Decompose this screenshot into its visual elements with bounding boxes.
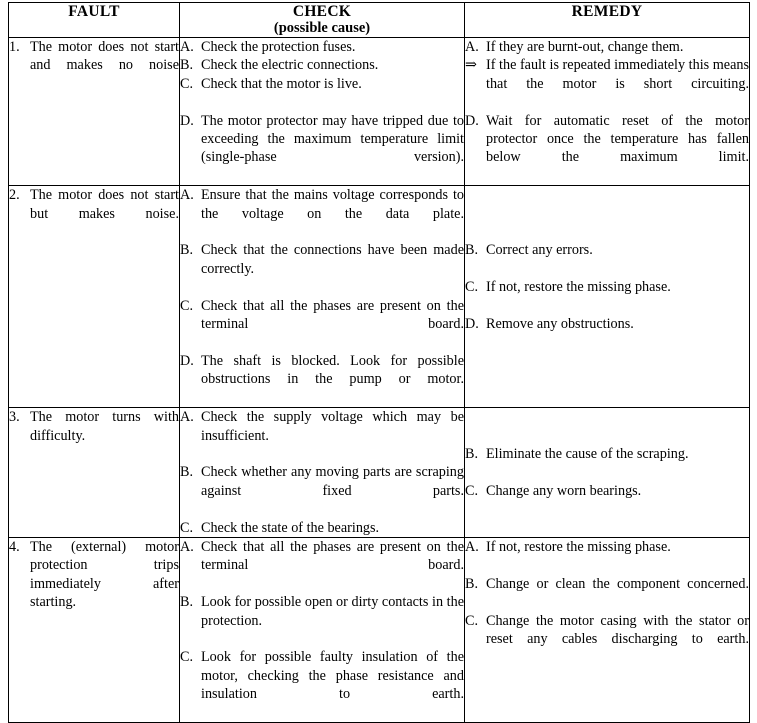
fault-marker: 3.: [9, 409, 20, 426]
remedy-marker: A.: [465, 39, 479, 55]
check-item: [180, 186, 464, 241]
fault-cell: [9, 38, 180, 186]
check-item: [180, 297, 464, 352]
remedy-marker: B.: [465, 575, 479, 592]
check-marker: C.: [180, 75, 194, 92]
remedy-item: [465, 56, 749, 111]
remedy-text: If they are burnt-out, change them.: [486, 39, 684, 55]
remedy-marker: C.: [465, 612, 479, 629]
check-marker: B.: [180, 594, 194, 611]
check-item: [180, 352, 464, 407]
remedy-spacer: [465, 260, 749, 278]
check-text: Check that all the phases are present on the terminal board.: [201, 538, 464, 574]
check-item: [180, 538, 464, 593]
remedy-item: [465, 315, 749, 333]
check-marker: B.: [180, 242, 194, 259]
remedy-item: [465, 241, 749, 259]
remedy-item: [465, 482, 749, 500]
check-text: The shaft is blocked. Look for possible obstructions in the pump or motor.: [201, 352, 464, 388]
check-marker: D.: [180, 352, 194, 369]
check-marker: C.: [180, 297, 194, 314]
remedy-item: [465, 538, 749, 556]
remedy-text: If the fault is repeated immediately this means that the motor is short circuiting.: [486, 57, 749, 92]
remedy-item: [465, 445, 749, 463]
check-cell: [180, 38, 465, 186]
fault-item: [9, 408, 179, 463]
fault-text: The motor does not start but makes noise.: [30, 187, 179, 222]
remedy-marker: D.: [465, 112, 479, 129]
check-text: The motor protector may have tripped due to exceeding the maximum temperature limit (single-phase version).: [201, 112, 464, 166]
check-cell: [180, 408, 465, 538]
remedy-item: [465, 612, 749, 667]
remedy-cell: [465, 408, 750, 538]
remedy-cell: [465, 38, 750, 186]
check-cell: [180, 186, 465, 408]
check-text: Check the supply voltage which may be insufficient.: [201, 409, 464, 444]
column-header-fault-title: FAULT: [68, 3, 120, 20]
check-item: [180, 112, 464, 186]
check-text: Check that the connections have been made correctly.: [201, 242, 464, 277]
remedy-text: Wait for automatic reset of the motor protector once the temperature has fallen below the maximum limit.: [486, 112, 749, 166]
check-text: Check the protection fuses.: [201, 39, 356, 55]
check-item: [180, 519, 464, 537]
column-header-check-title: CHECK: [292, 3, 352, 20]
double-arrow-icon: ⇒: [465, 57, 477, 74]
fault-item: [9, 38, 179, 93]
check-item: [180, 593, 464, 648]
remedy-marker: C.: [465, 482, 479, 499]
fault-text: The motor turns with difficulty.: [30, 409, 179, 444]
remedy-text: Remove any obstructions.: [486, 316, 634, 333]
remedy-marker: D.: [465, 316, 479, 333]
table-row: [9, 537, 750, 722]
table-header: [9, 3, 750, 38]
remedy-spacer: [465, 297, 749, 315]
fault-marker: 4.: [9, 538, 20, 555]
remedy-spacer: [465, 408, 749, 426]
check-item: [180, 408, 464, 463]
fault-text: The motor does not start and makes no noise: [30, 39, 179, 74]
column-header-remedy-title: REMEDY: [571, 3, 643, 20]
column-header-check-subtitle: (possible cause): [273, 20, 371, 36]
check-text: Ensure that the mains voltage corresponds to the voltage on the data plate.: [201, 187, 464, 222]
remedy-spacer: [465, 205, 749, 223]
remedy-text: Change or clean the component concerned.: [486, 575, 749, 592]
column-header-fault: [9, 3, 180, 38]
remedy-text: If not, restore the missing phase.: [486, 279, 671, 296]
remedy-spacer: [465, 463, 749, 481]
remedy-spacer: [465, 223, 749, 241]
fault-cell: [9, 408, 180, 538]
table-row: [9, 186, 750, 408]
remedy-text: Change the motor casing with the stator or reset any cables discharging to earth.: [486, 612, 749, 647]
column-header-remedy: [465, 3, 750, 38]
header-row: [9, 3, 750, 38]
remedy-item: [465, 575, 749, 612]
remedy-text: Eliminate the cause of the scraping.: [486, 445, 689, 462]
fault-marker: 2.: [9, 187, 20, 204]
remedy-cell: [465, 186, 750, 408]
check-item: [180, 56, 464, 74]
troubleshooting-table: [8, 2, 750, 723]
check-marker: A.: [180, 538, 194, 555]
check-marker: D.: [180, 112, 194, 129]
check-item: [180, 75, 464, 93]
remedy-spacer: [465, 556, 749, 574]
fault-cell: [9, 186, 180, 408]
remedy-cell: [465, 537, 750, 722]
fault-cell: [9, 537, 180, 722]
check-spacer: [180, 93, 464, 111]
check-text: Look for possible open or dirty contacts in the protection.: [201, 594, 464, 629]
remedy-item: [465, 278, 749, 296]
remedy-marker: C.: [465, 279, 479, 296]
check-marker: A.: [180, 187, 194, 204]
fault-item: [9, 186, 179, 241]
fault-marker: 1.: [9, 39, 20, 55]
check-item: [180, 463, 464, 518]
remedy-marker: A.: [465, 538, 479, 555]
check-item: [180, 38, 464, 56]
check-cell: [180, 537, 465, 722]
check-marker: C.: [180, 519, 194, 536]
check-marker: A.: [180, 39, 194, 55]
check-text: Look for possible faulty insulation of the motor, checking the phase resistance and insulation to earth.: [201, 649, 464, 703]
remedy-text: Correct any errors.: [486, 242, 593, 259]
table-body: [9, 38, 750, 723]
fault-text: The (external) motor protection trips immediately after starting.: [30, 538, 179, 611]
remedy-spacer: [465, 186, 749, 204]
remedy-item: [465, 38, 749, 56]
remedy-text: If not, restore the missing phase.: [486, 538, 671, 555]
check-marker: C.: [180, 649, 194, 666]
check-text: Check that all the phases are present on the terminal board.: [201, 297, 464, 333]
check-text: Check the electric connections.: [201, 57, 379, 74]
remedy-marker: B.: [465, 242, 479, 259]
check-text: Check that the motor is live.: [201, 75, 362, 92]
check-item: [180, 648, 464, 722]
check-marker: A.: [180, 409, 194, 426]
check-item: [180, 241, 464, 296]
column-header-check: [180, 3, 465, 38]
remedy-text: Change any worn bearings.: [486, 482, 642, 499]
fault-item: [9, 538, 179, 630]
remedy-marker: B.: [465, 445, 479, 462]
check-marker: B.: [180, 464, 194, 481]
table-row: [9, 408, 750, 538]
remedy-spacer: [465, 427, 749, 445]
check-text: Check whether any moving parts are scraping against fixed parts.: [201, 464, 464, 499]
check-marker: B.: [180, 57, 194, 74]
table-row: [9, 38, 750, 186]
check-text: Check the state of the bearings.: [201, 519, 380, 536]
remedy-item: [465, 112, 749, 186]
